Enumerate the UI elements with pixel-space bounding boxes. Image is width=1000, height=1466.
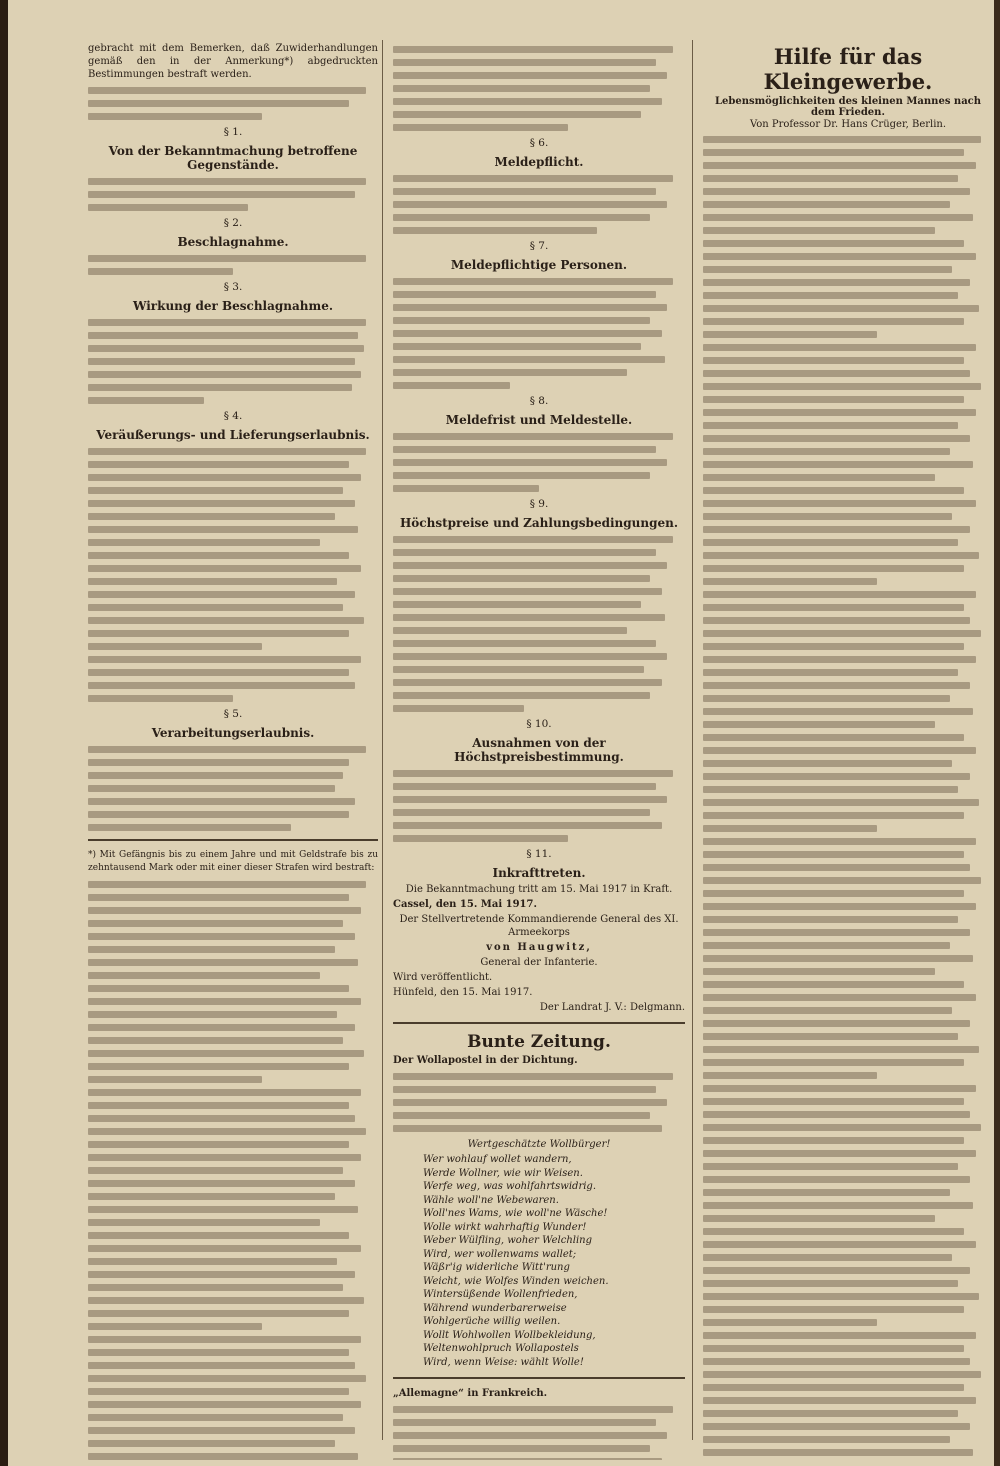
- footnote-text: [88, 881, 378, 1460]
- poem-line: Während wunderbarerweise: [423, 1302, 567, 1314]
- section-number: § 6.: [529, 137, 549, 149]
- article-text: [703, 136, 993, 1460]
- separator: [88, 839, 378, 841]
- poem-line: Wohlgerüche willig weilen.: [423, 1316, 561, 1327]
- section-number: § 3.: [223, 281, 243, 293]
- column-rule: [382, 40, 383, 1440]
- text-block: [88, 255, 378, 275]
- newspaper-page: [8, 0, 994, 1466]
- text-block: [393, 175, 685, 234]
- published-note: Wird veröffentlicht.: [393, 972, 493, 983]
- footnote: *) Mit Gefängnis bis zu einem Jahre und mit Geldstrafe bis zu zehntausend Mark oder mit einer dieser Strafen wird bestraft:: [88, 850, 378, 873]
- section-heading: Veräußerungs- und Lieferungserlaubnis.: [96, 428, 370, 442]
- lead-paragraph: gebracht mit dem Bemerken, daß Zuwiderhandlungen gemäß den in der Anmerkung*) abgedruckten Bestimmungen bestraft werden.: [88, 43, 378, 80]
- separator: [393, 1377, 685, 1379]
- signer-name: von Haugwitz,: [486, 942, 592, 953]
- section-heading: Meldepflicht.: [494, 155, 584, 169]
- poem-title: Wertgeschätzte Wollbürger!: [467, 1139, 611, 1150]
- text-block: [393, 46, 685, 131]
- section-heading: Beschlagnahme.: [177, 235, 289, 249]
- column-middle: [393, 40, 685, 1460]
- landrat-signature: Der Landrat J. V.: Delgmann.: [539, 1002, 685, 1013]
- poem-line: Wähle woll'ne Webewaren.: [423, 1194, 559, 1206]
- text-block: [88, 746, 378, 831]
- section-heading: Inkrafttreten.: [492, 866, 586, 880]
- poem-line: Werfe weg, was wohlfahrtswidrig.: [423, 1181, 596, 1192]
- page-edge: [0, 0, 8, 1466]
- separator: [393, 1022, 685, 1024]
- column-left: [88, 40, 378, 1460]
- poem-line: Wollt Wohlwollen Wollbekleidung,: [423, 1329, 596, 1341]
- section-number: § 5.: [223, 708, 243, 720]
- text-block: [88, 178, 378, 211]
- section-number: § 7.: [529, 240, 549, 252]
- poem-line: Woll'nes Wams, wie woll'ne Wäsche!: [423, 1208, 608, 1219]
- section-heading: Von der Bekanntmachung betroffene Gegenstände.: [108, 144, 358, 172]
- section-number: § 11.: [526, 848, 552, 860]
- poem-line: Wer wohlauf wollet wandern,: [423, 1154, 572, 1165]
- text-block: [393, 1406, 685, 1460]
- poem-line: Wird, wenn Weise: wählt Wolle!: [423, 1356, 584, 1368]
- poem-line: Werde Wollner, wie wir Weisen.: [423, 1167, 583, 1179]
- section-number: § 9.: [529, 498, 549, 510]
- section-heading: Meldefrist und Meldestelle.: [445, 413, 633, 427]
- section-number: § 10.: [526, 718, 552, 730]
- text-block: [393, 536, 685, 712]
- bunte-zeitung-title: Bunte Zeitung.: [467, 1032, 611, 1052]
- column-right: [703, 40, 993, 1460]
- section-number: § 8.: [529, 395, 549, 407]
- text-block: [393, 278, 685, 389]
- article-lead: „Allemagne“ in Frankreich.: [393, 1388, 548, 1399]
- poem-line: Wäßr'ig widerliche Witt'rung: [423, 1262, 570, 1273]
- text-block: [88, 448, 378, 702]
- poem-line: Weicht, wie Wolfes Winden weichen.: [423, 1275, 609, 1287]
- poem-line: Weber Wülfling, woher Welchling: [423, 1235, 592, 1246]
- place-date: Cassel, den 15. Mai 1917.: [393, 899, 537, 910]
- section-heading: Verarbeitungserlaubnis.: [151, 726, 315, 740]
- text-block: [88, 87, 378, 120]
- section-number: § 4.: [223, 410, 243, 422]
- poem-line: Wintersüßende Wollenfrieden,: [423, 1289, 578, 1300]
- place-date-2: Hünfeld, den 15. Mai 1917.: [393, 987, 533, 998]
- section-heading: Wirkung der Beschlagnahme.: [132, 299, 334, 313]
- poem-line: Wird, wer wollenwams wallet;: [423, 1248, 577, 1260]
- article-title: Hilfe für das Kleingewerbe.: [763, 44, 933, 94]
- signer-title: Der Stellvertretende Kommandierende General des XI. Armeekorps: [399, 914, 679, 938]
- section-heading: Höchstpreise und Zahlungsbedingungen.: [399, 516, 679, 530]
- section-heading: Meldepflichtige Personen.: [450, 258, 628, 272]
- text-block: [393, 770, 685, 842]
- text-block: [88, 319, 378, 404]
- article-lead: Der Wollapostel in der Dichtung.: [393, 1055, 578, 1066]
- text-block: [393, 1073, 685, 1132]
- section-number: § 2.: [223, 217, 243, 229]
- article-subtitle: Lebensmöglichkeiten des kleinen Mannes nach dem Frieden.: [714, 96, 982, 118]
- signer-rank: General der Infanterie.: [480, 957, 598, 968]
- poem: [423, 1153, 685, 1369]
- effective-date: Die Bekanntmachung tritt am 15. Mai 1917 in Kraft.: [405, 884, 673, 895]
- section-heading: Ausnahmen von der Höchstpreisbestimmung.: [454, 736, 624, 764]
- text-block: [393, 433, 685, 492]
- article-author: Von Professor Dr. Hans Crüger, Berlin.: [749, 119, 947, 130]
- poem-line: Wolle wirkt wahrhaftig Wunder!: [423, 1221, 587, 1233]
- column-rule: [692, 40, 693, 1440]
- section-number: § 1.: [223, 126, 243, 138]
- poem-line: Weltenwohlpruch Wollapostels: [423, 1343, 579, 1354]
